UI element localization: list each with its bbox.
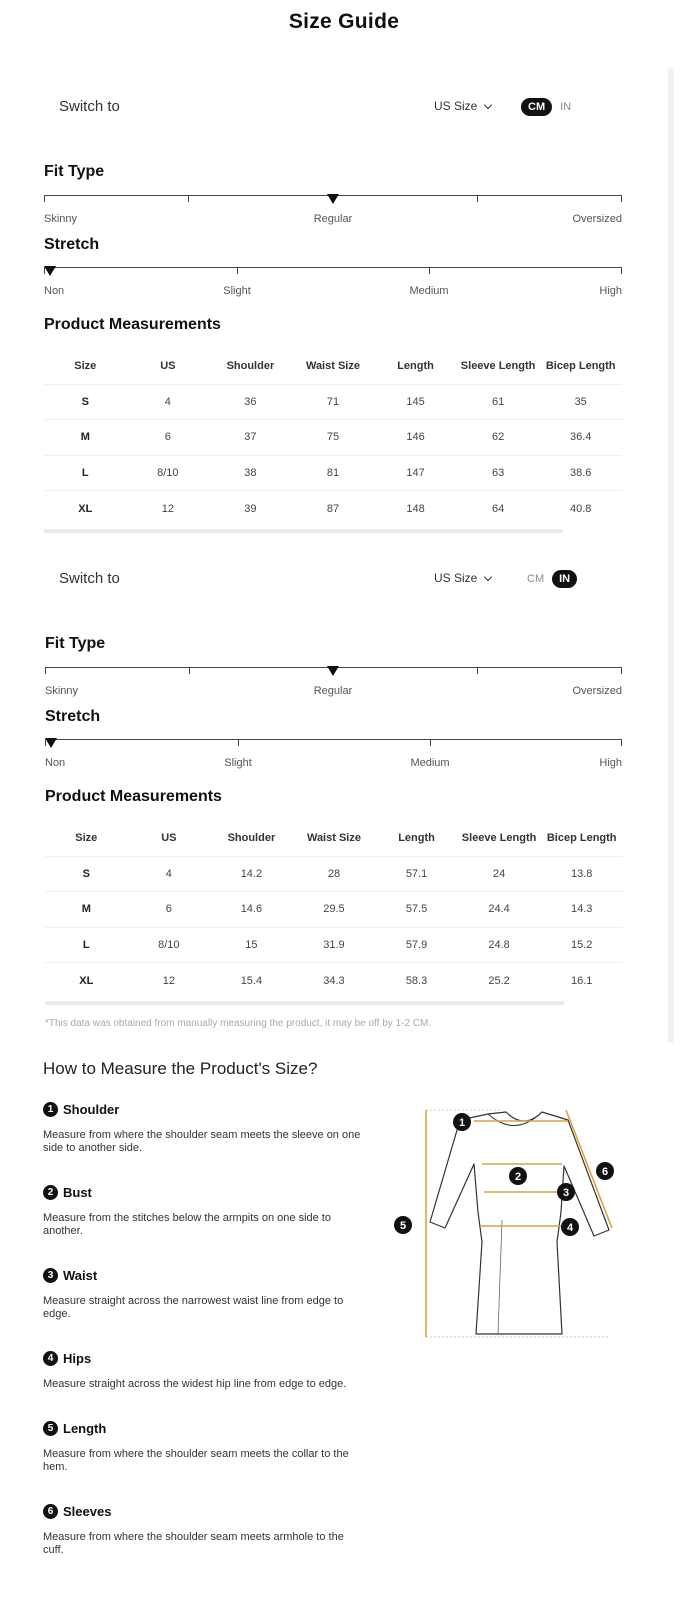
unit-cm-button[interactable]: CM [521, 98, 552, 116]
svg-text:5: 5 [399, 1220, 407, 1232]
svg-text:1: 1 [458, 1117, 466, 1129]
fit-label-skinny: Skinny [45, 685, 79, 697]
table-horizontal-scrollbar[interactable] [44, 529, 563, 533]
stretch-label-medium: Medium [409, 285, 449, 297]
measurement-disclaimer: *This data was obtained from manually measuring the product, it may be off by 1-2 CM. [45, 1018, 432, 1029]
table-cell: S [44, 384, 127, 420]
table-cell: 38.6 [539, 455, 622, 491]
col-header: Size [74, 359, 97, 372]
table-cell: S [45, 856, 128, 892]
fit-tick [477, 195, 478, 202]
stretch-scale-line [45, 739, 622, 740]
table-cell: 14.3 [540, 892, 623, 928]
table-cell: 148 [374, 491, 457, 527]
table-cell: 39 [209, 491, 292, 527]
table-cell: 16.1 [540, 963, 623, 999]
measurements-heading: Product Measurements [45, 788, 222, 805]
table-cell: 38 [209, 455, 292, 491]
table-row [45, 963, 623, 999]
measure-item-head [43, 1268, 363, 1283]
svg-text:6: 6 [601, 1166, 609, 1178]
table-cell: 61 [457, 384, 540, 420]
chevron-down-icon [484, 100, 492, 108]
table-cell: M [45, 892, 128, 928]
table-cell: 6 [128, 892, 211, 928]
measure-item-length [43, 1421, 363, 1474]
diagram-badge-1 [453, 1113, 471, 1131]
table-cell: 35 [539, 384, 622, 420]
table-cell: 25.2 [458, 963, 541, 999]
col-header: Shoulder [226, 359, 275, 372]
table-cell: XL [45, 963, 128, 999]
table-cell: 12 [127, 491, 210, 527]
fit-type-heading: Fit Type [44, 163, 105, 180]
table-cell: 37 [209, 420, 292, 456]
table-cell: 29.5 [293, 892, 376, 928]
table-cell: 28 [293, 856, 376, 892]
fit-tick [45, 667, 46, 674]
col-header: Waist Size [305, 359, 360, 372]
stretch-tick [621, 739, 622, 746]
measure-item-head [43, 1351, 363, 1366]
col-header: Bicep Length [545, 359, 616, 372]
stretch-label-non: Non [45, 757, 66, 769]
col-header: Sleeve Length [461, 831, 537, 844]
table-cell: 8/10 [128, 927, 211, 963]
table-row [45, 927, 623, 963]
unit-cm-button[interactable]: CM [527, 573, 545, 585]
fit-label-regular: Regular [313, 213, 353, 225]
col-header: Sleeve Length [460, 359, 536, 372]
stretch-label-non: Non [44, 285, 65, 297]
table-cell: 57.9 [375, 927, 458, 963]
dress-outline [430, 1112, 609, 1334]
fit-label-oversized: Oversized [572, 213, 622, 225]
table-cell: 58.3 [375, 963, 458, 999]
table-cell: 62 [457, 420, 540, 456]
table-cell: XL [44, 491, 127, 527]
fit-selected-marker-icon [327, 194, 339, 204]
table-cell: 87 [292, 491, 375, 527]
col-header: Bicep Length [546, 831, 617, 844]
stretch-tick [237, 267, 238, 274]
table-cell: L [45, 927, 128, 963]
table-cell: 6 [127, 420, 210, 456]
number-badge-icon: 6 [43, 1504, 58, 1519]
stretch-tick [238, 739, 239, 746]
measure-item-head [43, 1185, 363, 1200]
unit-in-button[interactable]: IN [560, 101, 572, 113]
number-badge-icon: 2 [43, 1185, 58, 1200]
size-system-select[interactable] [434, 99, 491, 113]
table-cell: 63 [457, 455, 540, 491]
measure-item-sleeves [43, 1504, 363, 1557]
measure-item-head [43, 1504, 363, 1519]
table-cell: 36.4 [539, 420, 622, 456]
number-badge-icon: 1 [43, 1102, 58, 1117]
col-header: Length [397, 359, 434, 372]
table-cell: 57.1 [375, 856, 458, 892]
col-header: Size [75, 831, 98, 844]
switch-row [0, 540, 668, 618]
table-cell: 34.3 [293, 963, 376, 999]
table-header-row [45, 820, 623, 856]
table-header-row [44, 348, 622, 384]
size-select-value: US Size [434, 99, 478, 113]
switch-label: Switch to [59, 570, 120, 587]
table-cell: 81 [292, 455, 375, 491]
stretch-tick [621, 267, 622, 274]
stretch-label-slight: Slight [223, 285, 251, 297]
table-cell: 15 [210, 927, 293, 963]
size-system-select[interactable] [434, 571, 491, 585]
switch-row [0, 68, 668, 146]
diagram-badge-3 [557, 1183, 575, 1201]
measure-item-desc: Measure straight across the widest hip line from edge to edge. [43, 1378, 347, 1390]
diagram-badge-6 [596, 1162, 614, 1180]
vertical-scrollbar[interactable] [668, 68, 674, 1043]
table-cell: L [44, 455, 127, 491]
dress-measurement-diagram [390, 1102, 620, 1347]
stretch-tick [430, 739, 431, 746]
measure-item-hips [43, 1351, 363, 1391]
stretch-heading: Stretch [45, 708, 101, 725]
table-cell: 24 [458, 856, 541, 892]
diagram-badge-4 [561, 1218, 579, 1236]
table-cell: 4 [128, 856, 211, 892]
unit-toggle [521, 98, 571, 116]
col-header: Length [398, 831, 435, 844]
measure-item-name: Hips [63, 1351, 92, 1366]
unit-toggle [527, 570, 577, 588]
measurements-table [44, 348, 622, 526]
table-row [45, 856, 623, 892]
stretch-scale-line [44, 267, 622, 268]
table-cell: 15.4 [210, 963, 293, 999]
table-cell: 146 [374, 420, 457, 456]
measure-item-name: Bust [63, 1185, 92, 1200]
svg-text:3: 3 [562, 1187, 570, 1199]
measure-item-desc: Measure from where the shoulder seam meets armhole to the cuff. [43, 1531, 344, 1556]
fit-label-regular: Regular [313, 685, 353, 697]
measure-item-name: Sleeves [63, 1504, 112, 1519]
table-cell: 147 [374, 455, 457, 491]
fit-tick [621, 195, 622, 202]
svg-text:2: 2 [514, 1171, 522, 1183]
fit-label-skinny: Skinny [44, 213, 78, 225]
chevron-down-icon [484, 572, 492, 580]
table-cell: 15.2 [540, 927, 623, 963]
table-horizontal-scrollbar[interactable] [45, 1001, 564, 1005]
table-cell: 24.4 [458, 892, 541, 928]
fit-type-heading: Fit Type [45, 635, 106, 652]
stretch-heading: Stretch [44, 236, 100, 253]
page-title: Size Guide [288, 10, 400, 33]
table-cell: 71 [292, 384, 375, 420]
measure-item-shoulder [43, 1102, 363, 1155]
table-cell: 75 [292, 420, 375, 456]
measure-item-head [43, 1421, 363, 1436]
table-cell: 8/10 [127, 455, 210, 491]
table-cell: 145 [374, 384, 457, 420]
size-select-value: US Size [434, 571, 478, 585]
fit-label-oversized: Oversized [572, 685, 622, 697]
table-cell: 57.5 [375, 892, 458, 928]
col-header: Waist Size [306, 831, 361, 844]
table-row [44, 384, 622, 420]
number-badge-icon: 5 [43, 1421, 58, 1436]
table-cell: 14.6 [210, 892, 293, 928]
table-cell: 36 [209, 384, 292, 420]
measurements-table [45, 820, 623, 998]
table-row [44, 420, 622, 456]
stretch-label-medium: Medium [410, 757, 450, 769]
measure-item-head [43, 1102, 363, 1117]
diagram-badge-2 [509, 1167, 527, 1185]
stretch-label-high: High [599, 285, 622, 297]
col-header: US [161, 831, 177, 844]
diagram-badge-5 [394, 1216, 412, 1234]
table-row [44, 491, 622, 527]
table-cell: 31.9 [293, 927, 376, 963]
fit-tick [477, 667, 478, 674]
col-header: Shoulder [227, 831, 276, 844]
fit-tick [44, 195, 45, 202]
stretch-label-slight: Slight [224, 757, 252, 769]
stretch-label-high: High [599, 757, 622, 769]
measure-item-name: Length [63, 1421, 107, 1436]
table-cell: 64 [457, 491, 540, 527]
measure-item-name: Shoulder [63, 1102, 120, 1117]
stretch-selected-marker-icon [45, 738, 57, 748]
switch-label: Switch to [59, 98, 120, 115]
unit-in-button[interactable]: IN [552, 570, 577, 588]
stretch-selected-marker-icon [44, 266, 56, 276]
measure-item-bust [43, 1185, 363, 1238]
measure-item-waist [43, 1268, 363, 1321]
measure-item-desc: Measure from the stitches below the armpits on one side to another. [43, 1212, 331, 1237]
svg-text:4: 4 [566, 1222, 574, 1234]
stretch-tick [429, 267, 430, 274]
table-cell: 12 [128, 963, 211, 999]
measure-item-name: Waist [63, 1268, 98, 1283]
how-to-measure-heading: How to Measure the Product's Size? [43, 1059, 318, 1078]
table-row [45, 892, 623, 928]
measure-item-desc: Measure from where the shoulder seam meets the collar to the hem. [43, 1448, 349, 1473]
table-cell: 24.8 [458, 927, 541, 963]
number-badge-icon: 3 [43, 1268, 58, 1283]
table-cell: M [44, 420, 127, 456]
measure-item-desc: Measure from where the shoulder seam meets the sleeve on one side to another side. [43, 1129, 361, 1154]
fit-tick [189, 667, 190, 674]
measurements-heading: Product Measurements [44, 316, 221, 333]
table-row [44, 455, 622, 491]
number-badge-icon: 4 [43, 1351, 58, 1366]
fit-tick [621, 667, 622, 674]
fit-tick [188, 195, 189, 202]
measure-item-desc: Measure straight across the narrowest waist line from edge to edge. [43, 1295, 344, 1320]
table-cell: 40.8 [539, 491, 622, 527]
table-cell: 14.2 [210, 856, 293, 892]
col-header: US [160, 359, 176, 372]
table-cell: 13.8 [540, 856, 623, 892]
fit-selected-marker-icon [327, 666, 339, 676]
table-cell: 4 [127, 384, 210, 420]
